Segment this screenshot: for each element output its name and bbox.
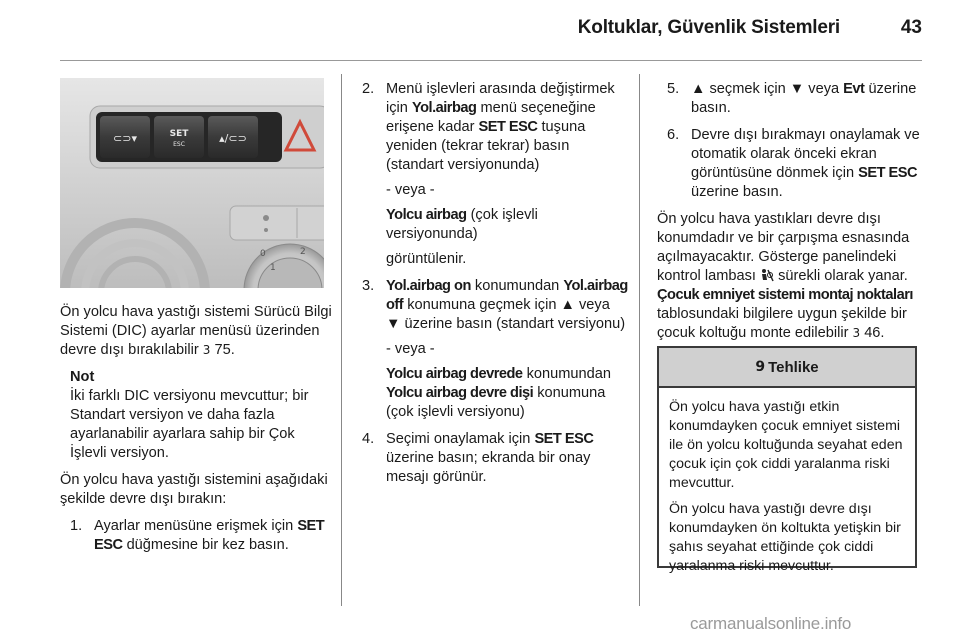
column-divider-1: [341, 74, 342, 606]
note-block: [60, 368, 332, 463]
page-header: [0, 0, 960, 62]
dashboard-photo: [60, 78, 324, 288]
steps-intro: Ön yolcu hava yastığı sistemini aşağıdaki şekilde devre dışı bırakın:: [60, 472, 328, 507]
reference-icon: 3: [202, 343, 211, 357]
watermark: carmanualsonline.info: [690, 614, 852, 633]
step-2: 2. Menü işlevleri arasında değiştirmek için Yol.airbag menü seçeneğine erişene kadar SET ESC tuşuna yeniden (tekrar tekrar) basın (standart versiyonunda) - veya - Yolcu airbag (çok işlevli versiyonunda) görüntülenir.: [362, 80, 628, 269]
step-6: 6. Devre dışı bırakmayı onaylamak ve otomatik olarak önceki ekran görüntüsüne dönmek için SET ESC üzerine basın.: [667, 127, 920, 200]
danger-paragraph-2: Ön yolcu hava yastığı devre dışı konumdayken ön koltukta yetişkin bir şahıs seyahat ettiğinde çok ciddi yaralanma riski mevcuttur.: [669, 501, 901, 574]
intro-paragraph: Ön yolcu hava yastığı sistemi Sürücü Bilgi Sistemi (DIC) ayarlar menüsü üzerinden devre dışı bırakılabilir 3 75.: [60, 304, 332, 358]
step-3-or: - veya -: [386, 341, 435, 357]
svg-text:0: 0: [260, 249, 266, 259]
danger-paragraph-1: Ön yolcu hava yastığı etkin konumdayken çocuk emniyet sistemi ile ön yolcu koltuğunda seyahat eden çocuk için çok ciddi yaralanma riski mevcuttur.: [669, 399, 903, 491]
status-paragraph: Ön yolcu hava yastıkları devre dışı konumdadır ve bir çarpışma esnasında açılmayacaktır. Gösterge panelindeki kontrol lambası sürekli olarak yanar. Çocuk emniyet sistemi montaj noktaları tablosundaki bilgilere uygun şekilde bir çocuk koltuğu monte edilebilir 3 46.: [657, 211, 913, 341]
note-title: Not: [70, 369, 95, 385]
note-text: İki farklı DIC versiyonu mevcuttur; bir Standart versiyon ve daha fazla ayarlanabilir ayarlara sahip bir Çok İşlevli versiyon.: [70, 388, 309, 461]
danger-title: Tehlike: [768, 358, 819, 376]
danger-header: [659, 348, 915, 388]
warning-icon: 9: [755, 359, 766, 375]
page-number: 43: [900, 17, 922, 38]
steps-list-left: [60, 517, 332, 555]
step-3: 3. Yol.airbag on konumundan Yol.airbag off konumuna geçmek için ▲ veya ▼ üzerine basın (standart versiyonu) - veya - Yolcu airbag devrede konumundan Yolcu airbag devre dişi konumuna (çok işlevli versiyonu): [362, 278, 628, 420]
photo-button-1: ⊂⊃▾: [113, 132, 137, 145]
photo-button-set: SET: [169, 129, 189, 139]
column-divider-2: [639, 74, 640, 606]
steps-list-right: [657, 80, 920, 202]
right-column: [657, 80, 920, 351]
page-title: Koltuklar, Güvenlik Sistemleri: [577, 17, 840, 38]
svg-text:2: 2: [300, 247, 306, 257]
left-column: [60, 303, 332, 563]
steps-list-middle: [362, 80, 628, 487]
step-4: 4. Seçimi onaylamak için SET ESC üzerine basın; ekranda bir onay mesajı görünür.: [362, 431, 594, 485]
step-1: 1. Ayarlar menüsüne erişmek için SET ESC düğmesine bir kez basın.: [70, 518, 325, 553]
step-5: 5. ▲ seçmek için ▼ veya Evt üzerine basın.: [667, 81, 917, 116]
reference-icon: 3: [852, 326, 861, 340]
danger-box: [657, 346, 917, 574]
header-rule: [60, 60, 922, 61]
svg-text:1: 1: [270, 263, 276, 273]
fan-icon: [264, 228, 268, 232]
step-2-or: - veya -: [386, 182, 435, 198]
danger-body: [659, 388, 915, 576]
photo-button-3: ▴/⊂⊃: [219, 132, 247, 145]
middle-column: [362, 80, 628, 495]
airbag-off-indicator-icon: [760, 268, 774, 282]
photo-button-esc: ESC: [173, 141, 185, 148]
